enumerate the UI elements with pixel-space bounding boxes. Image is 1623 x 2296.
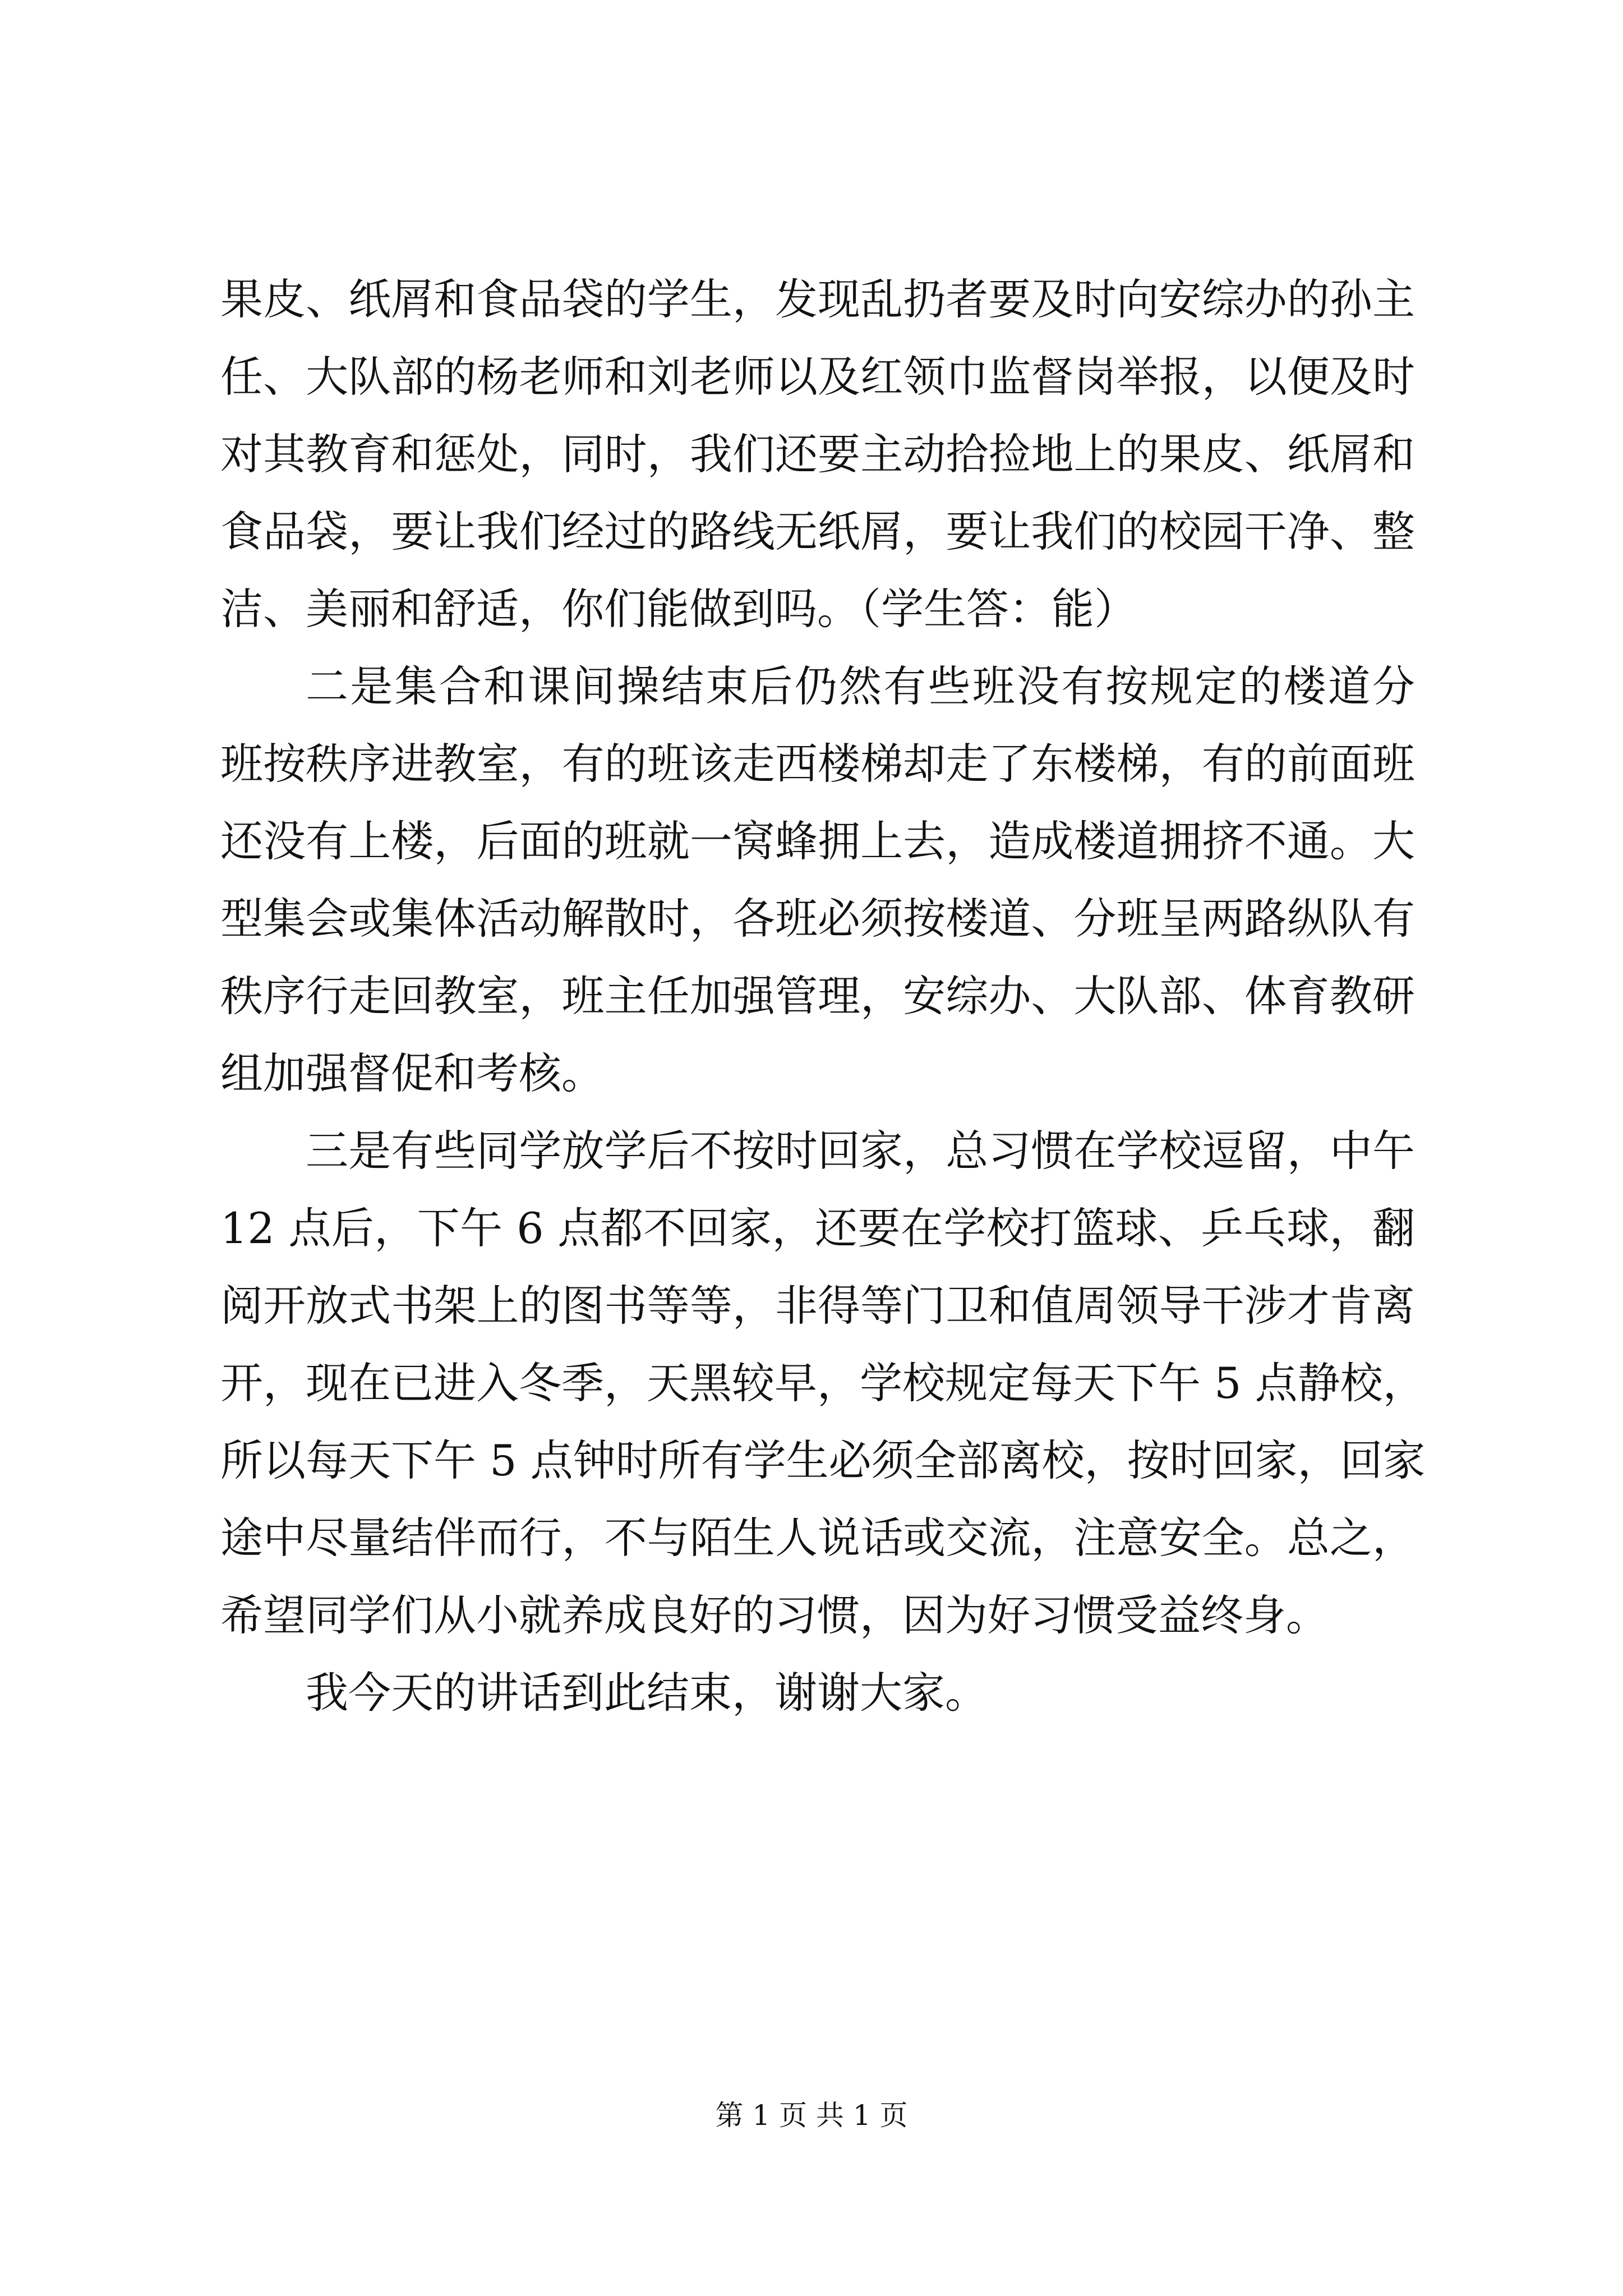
text-line: 所以每天下午 5 点钟时所有学生必须全部离校，按时回家，回家: [220, 1435, 1426, 1485]
text-line: 洁、美丽和舒适，你们能做到吗。（学生答：能）: [220, 584, 1137, 634]
text-line: 对其教育和惩处，同时，我们还要主动拾捡地上的果皮、纸屑和: [220, 429, 1415, 479]
text-line: 二是集合和课间操结束后仍然有些班没有按规定的楼道分: [306, 661, 1415, 711]
text-line: 任、大队部的杨老师和刘老师以及红领巾监督岗举报，以便及时: [220, 352, 1415, 402]
text-line: 12 点后，下午 6 点都不回家，还要在学校打篮球、乒乓球，翻: [220, 1203, 1415, 1253]
text-line: 途中尽量结伴而行，不与陌生人说话或交流，注意安全。总之，: [220, 1513, 1415, 1563]
text-line: 果皮、纸屑和食品袋的学生，发现乱扔者要及时向安综办的孙主: [220, 274, 1415, 324]
paragraph-1: [220, 261, 1415, 648]
text-line: 我今天的讲话到此结束，谢谢大家。: [306, 1668, 988, 1718]
text-line: 希望同学们从小就养成良好的习惯，因为好习惯受益终身。: [220, 1590, 1329, 1640]
paragraph-3: [220, 1112, 1426, 1654]
document-body: [220, 261, 1426, 1732]
paragraph-2: [220, 648, 1415, 1112]
text-line: 三是有些同学放学后不按时回家，总习惯在学校逗留，中午: [306, 1126, 1415, 1176]
page-number-footer: 第 1 页 共 1 页: [715, 2099, 908, 2132]
text-line: 型集会或集体活动解散时，各班必须按楼道、分班呈两路纵队有: [220, 894, 1415, 944]
text-line: 阅开放式书架上的图书等等，非得等门卫和值周领导干涉才肯离: [220, 1281, 1415, 1331]
text-line: 秩序行走回教室，班主任加强管理，安综办、大队部、体育教研: [220, 971, 1415, 1021]
text-line: 食品袋，要让我们经过的路线无纸屑，要让我们的校园干净、整: [220, 507, 1415, 556]
text-line: 开，现在已进入冬季，天黑较早，学校规定每天下午 5 点静校，: [220, 1358, 1426, 1408]
text-line: 组加强督促和考核。: [220, 1048, 604, 1098]
text-line: 还没有上楼，后面的班就一窝蜂拥上去，造成楼道拥挤不通。大: [220, 816, 1415, 866]
paragraph-4: [220, 1654, 1415, 1732]
text-line: 班按秩序进教室，有的班该走西楼梯却走了东楼梯，有的前面班: [220, 739, 1415, 789]
